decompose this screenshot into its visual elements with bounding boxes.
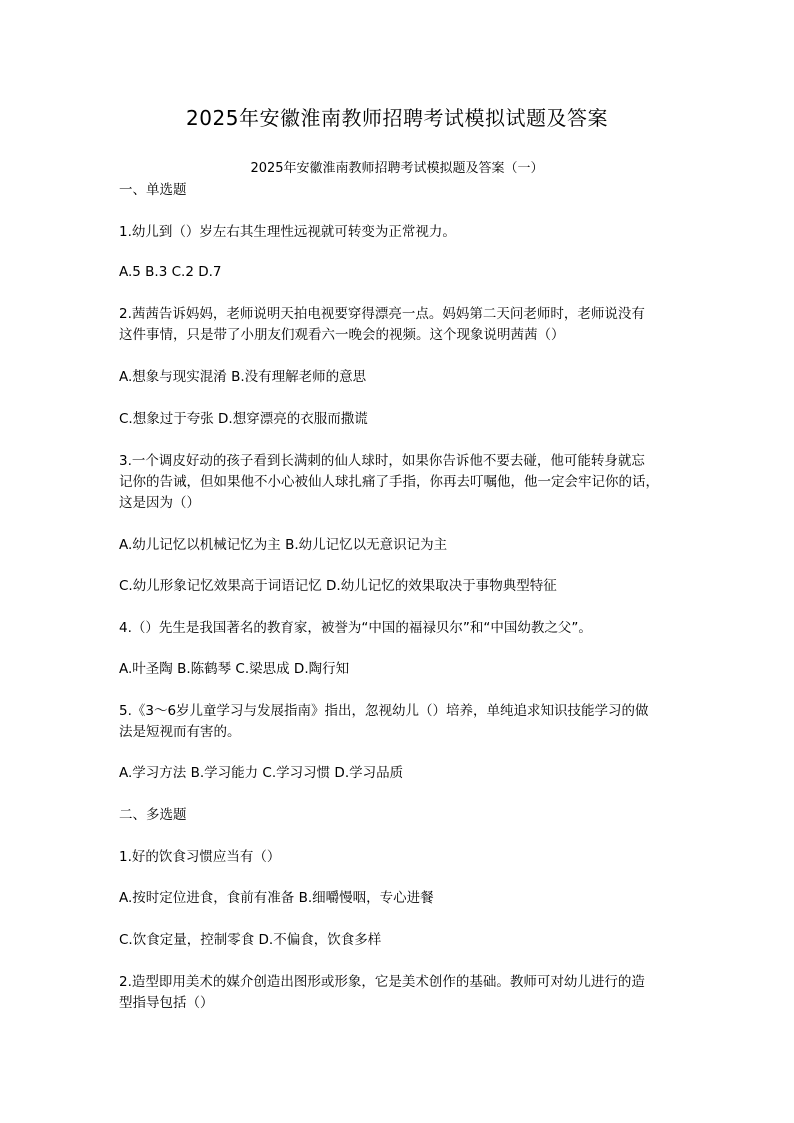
question-3-options-line-1: A.幼儿记忆以机械记忆为主 B.幼儿记忆以无意识记为主 <box>119 537 448 553</box>
question-1-stem: 1.幼儿到（）岁左右其生理性远视就可转变为正常视力。 <box>119 224 456 240</box>
question-3-stem-line-2: 记你的告诫，但如果他不小心被仙人球扎痛了手指，你再去叮嘱他，他一定会牢记你的话， <box>119 474 659 490</box>
question-4-options: A.叶圣陶 B.陈鹤琴 C.梁思成 D.陶行知 <box>119 661 350 677</box>
document-title: 2025年安徽淮南教师招聘考试模拟试题及答案 <box>186 106 608 130</box>
multi-question-1-options-line-2: C.饮食定量，控制零食 D.不偏食，饮食多样 <box>119 932 382 948</box>
section-heading-single-choice: 一、单选题 <box>119 182 187 198</box>
question-2-options-line-2: C.想象过于夸张 D.想穿漂亮的衣服而撒谎 <box>119 411 368 427</box>
question-3-stem-line-3: 这是因为（） <box>119 495 200 511</box>
section-heading-multiple-choice: 二、多选题 <box>119 807 187 823</box>
question-5-options: A.学习方法 B.学习能力 C.学习习惯 D.学习品质 <box>119 765 404 781</box>
multi-question-1-options-line-1: A.按时定位进食，食前有准备 B.细嚼慢咽，专心进餐 <box>119 890 434 906</box>
question-1-options: A.5 B.3 C.2 D.7 <box>119 264 222 280</box>
question-4-stem: 4.（）先生是我国著名的教育家，被誉为“中国的福禄贝尔”和“中国幼教之父”。 <box>119 620 592 636</box>
multi-question-2-stem-line-2: 型指导包括（） <box>119 995 214 1011</box>
question-2-options-line-1: A.想象与现实混淆 B.没有理解老师的意思 <box>119 369 367 385</box>
question-2-stem-line-2: 这件事情，只是带了小朋友们观看六一晚会的视频。这个现象说明茜茜（） <box>119 327 565 343</box>
question-3-options-line-2: C.幼儿形象记忆效果高于词语记忆 D.幼儿记忆的效果取决于事物典型特征 <box>119 578 557 594</box>
question-2-stem-line-1: 2.茜茜告诉妈妈，老师说明天拍电视要穿得漂亮一点。妈妈第二天问老师时，老师说没有 <box>119 306 645 322</box>
question-5-stem-line-1: 5.《3～6岁儿童学习与发展指南》指出，忽视幼儿（）培养，单纯追求知识技能学习的做 <box>119 703 649 719</box>
multi-question-1-stem: 1.好的饮食习惯应当有（） <box>119 849 281 865</box>
question-5-stem-line-2: 法是短视而有害的。 <box>119 724 241 740</box>
multi-question-2-stem-line-1: 2.造型即用美术的媒介创造出图形或形象，它是美术创作的基础。教师可对幼儿进行的造 <box>119 974 645 990</box>
question-3-stem-line-1: 3.一个调皮好动的孩子看到长满刺的仙人球时，如果你告诉他不要去碰，他可能转身就忘 <box>119 453 645 469</box>
document-subtitle: 2025年安徽淮南教师招聘考试模拟题及答案（一） <box>250 161 544 176</box>
